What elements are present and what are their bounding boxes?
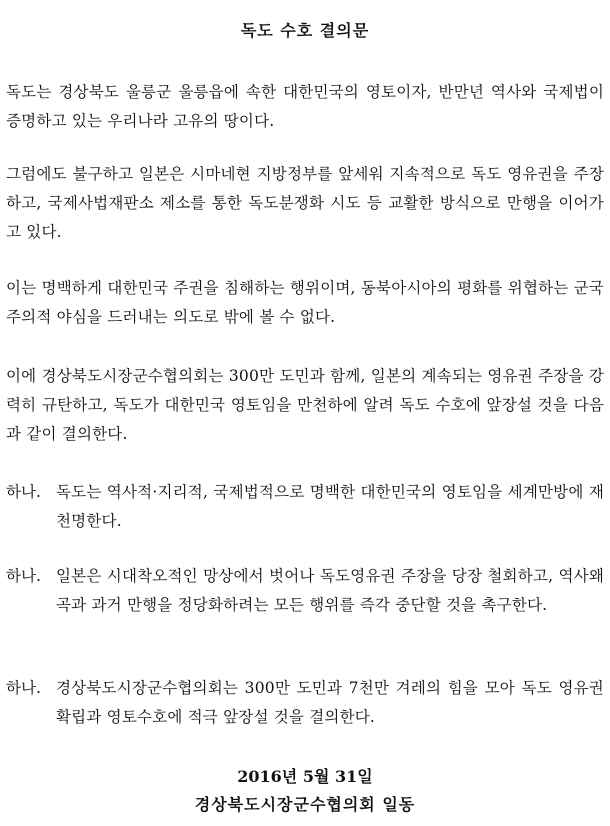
paragraph-3: 이는 명백하게 대한민국 주권을 침해하는 행위이며, 동북아시아의 평화를 위협하는 군국주의적 야심을 드러내는 의도로 밖에 볼 수 없다.	[6, 279, 604, 326]
resolution-marker: 하나.	[6, 567, 41, 585]
resolution-item-2	[6, 562, 604, 620]
paragraph-1: 독도는 경상북도 울릉군 울릉읍에 속한 대한민국의 영토이자, 반만년 역사와 국제법이 증명하고 있는 우리나라 고유의 땅이다.	[6, 83, 604, 130]
resolution-item-3	[6, 674, 604, 732]
resolution-text: 일본은 시대착오적인 망상에서 벗어나 독도영유권 주장을 당장 철회하고, 역사왜곡과 과거 만행을 정당화하려는 모든 행위를 즉각 중단할 것을 촉구한다.	[56, 567, 604, 614]
resolution-marker: 하나.	[6, 679, 41, 697]
resolution-marker: 하나.	[6, 483, 41, 501]
paragraph-4: 이에 경상북도시장군수협의회는 300만 도민과 함께, 일본의 계속되는 영유권 주장을 강력히 규탄하고, 독도가 대한민국 영토임을 만천하에 알려 독도 수호에 앞장설 것을 다음과 같이 결의한다.	[6, 367, 604, 443]
resolution-text: 경상북도시장군수협의회는 300만 도민과 7천만 겨레의 힘을 모아 독도 영유권 확립과 영토수호에 적극 앞장설 것을 결의한다.	[56, 679, 604, 726]
resolution-text: 독도는 역사적·지리적, 국제법적으로 명백한 대한민국의 영토임을 세계만방에 재천명한다.	[56, 483, 604, 530]
document-date: 2016년 5월 31일	[237, 767, 373, 786]
document-signer: 경상북도시장군수협의회 일동	[194, 795, 416, 814]
resolution-item-1	[6, 478, 604, 536]
paragraph-2: 그럼에도 불구하고 일본은 시마네현 지방정부를 앞세워 지속적으로 독도 영유권을 주장하고, 국제사법재판소 제소를 통한 독도분쟁화 시도 등 교활한 방식으로 만행을 이어가고 있다.	[6, 165, 604, 241]
document-title: 독도 수호 결의문	[240, 21, 370, 40]
